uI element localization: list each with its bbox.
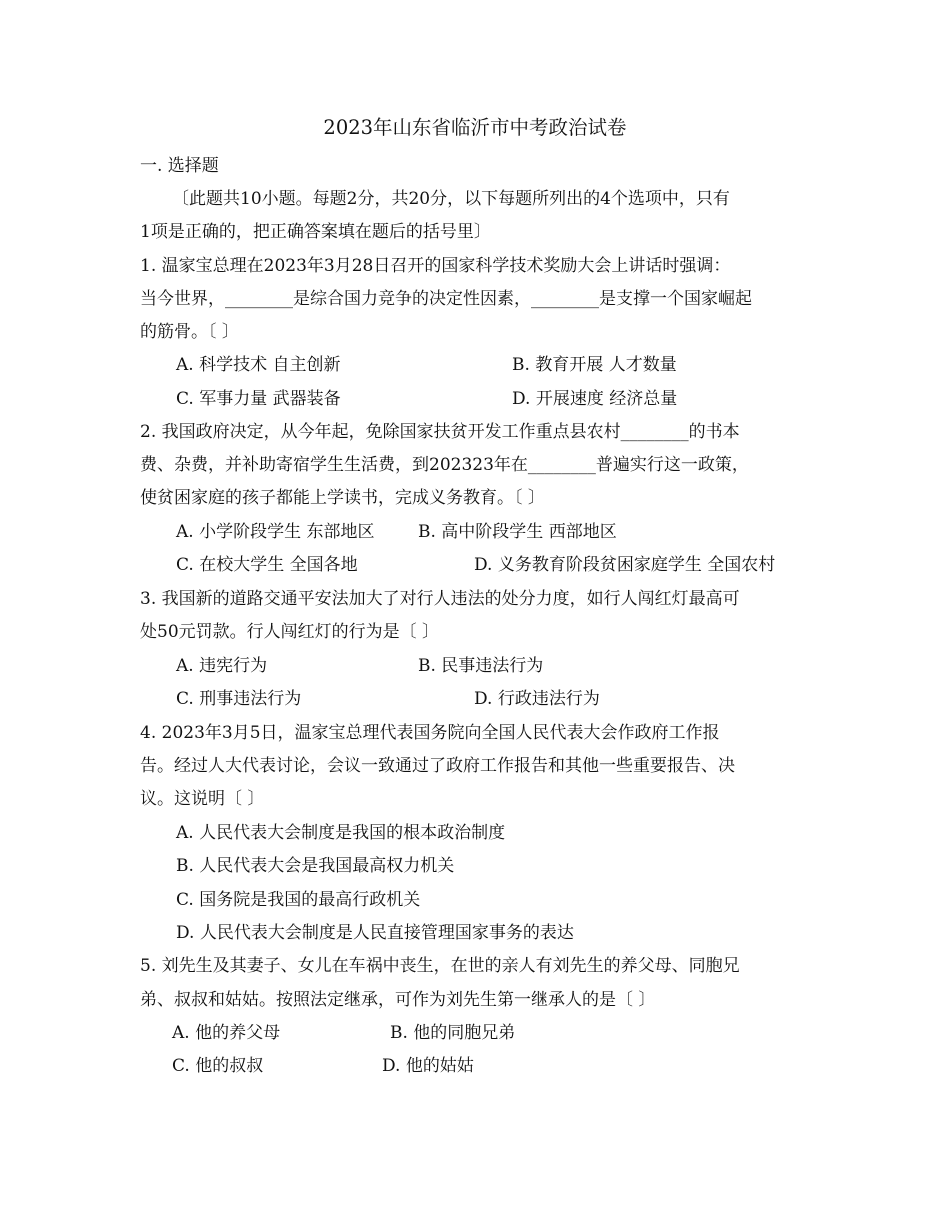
option-b: B. 教育开展 人才数量 bbox=[512, 355, 677, 375]
section-instructions-line: 1项是正确的，把正确答案填在题后的括号里〕 bbox=[140, 222, 491, 242]
option-d: D. 义务教育阶段贫困家庭学生 全国农村 bbox=[474, 555, 776, 575]
question-text-line: 2. 我国政府决定，从今年起，免除国家扶贫开发工作重点县农村________的书本 bbox=[140, 422, 740, 442]
option-d: D. 人民代表大会制度是人民直接管理国家事务的表达 bbox=[176, 923, 574, 943]
question-text-line: 费、杂费，并补助寄宿学生生活费，到202323年在________普遍实行这一政策， bbox=[140, 455, 749, 475]
question-text-line: 的筋骨。〔 〕 bbox=[140, 322, 239, 342]
section-heading: 一. 选择题 bbox=[140, 156, 219, 176]
question-text-line: 5. 刘先生及其妻子、女儿在车祸中丧生，在世的亲人有刘先生的养父母、同胞兄 bbox=[140, 956, 740, 976]
option-a: A. 违宪行为 bbox=[176, 656, 268, 676]
option-c: C. 他的叔叔 bbox=[172, 1056, 264, 1076]
option-c: C. 国务院是我国的最高行政机关 bbox=[176, 890, 421, 910]
question-text-line: 使贫困家庭的孩子都能上学读书，完成义务教育。〔 〕 bbox=[140, 488, 545, 508]
question-text-line: 1. 温家宝总理在2023年3月28日召开的国家科学技术奖励大会上讲话时强调： bbox=[140, 256, 731, 276]
exam-title: 2023年山东省临沂市中考政治试卷 bbox=[323, 116, 627, 139]
option-a: A. 小学阶段学生 东部地区 bbox=[176, 522, 375, 542]
option-c: C. 在校大学生 全国各地 bbox=[176, 555, 358, 575]
option-a: A. 他的养父母 bbox=[172, 1023, 281, 1043]
question-text-line: 弟、叔叔和姑姑。按照法定继承，可作为刘先生第一继承人的是〔 〕 bbox=[140, 990, 656, 1010]
option-a: A. 人民代表大会制度是我国的根本政治制度 bbox=[176, 823, 506, 843]
option-b: B. 高中阶段学生 西部地区 bbox=[418, 522, 617, 542]
option-b: B. 民事违法行为 bbox=[418, 656, 544, 676]
section-instructions-line: 〔此题共10小题。每题2分，共20分，以下每题所列出的4个选项中，只有 bbox=[172, 189, 730, 209]
option-d: D. 行政违法行为 bbox=[474, 689, 600, 709]
option-d: D. 开展速度 经济总量 bbox=[512, 389, 678, 409]
option-d: D. 他的姑姑 bbox=[382, 1056, 474, 1076]
option-b: B. 人民代表大会是我国最高权力机关 bbox=[176, 856, 455, 876]
question-text-line: 3. 我国新的道路交通平安法加大了对行人违法的处分力度，如行人闯红灯最高可 bbox=[140, 589, 740, 609]
question-text-line: 告。经过人大代表讨论，会议一致通过了政府工作报告和其他一些重要报告、决 bbox=[140, 756, 735, 776]
option-c: C. 刑事违法行为 bbox=[176, 689, 302, 709]
option-b: B. 他的同胞兄弟 bbox=[390, 1023, 516, 1043]
option-a: A. 科学技术 自主创新 bbox=[176, 355, 341, 375]
question-text-line: 4. 2023年3月5日，温家宝总理代表国务院向全国人民代表大会作政府工作报 bbox=[140, 723, 720, 743]
option-c: C. 军事力量 武器装备 bbox=[176, 389, 341, 409]
question-text-line: 议。这说明〔 〕 bbox=[140, 789, 265, 809]
question-text-line: 当今世界，________是综合国力竞争的决定性因素，________是支撑一个国家崛起 bbox=[140, 289, 752, 309]
question-text-line: 处50元罚款。行人闯红灯的行为是〔 〕 bbox=[140, 622, 440, 642]
